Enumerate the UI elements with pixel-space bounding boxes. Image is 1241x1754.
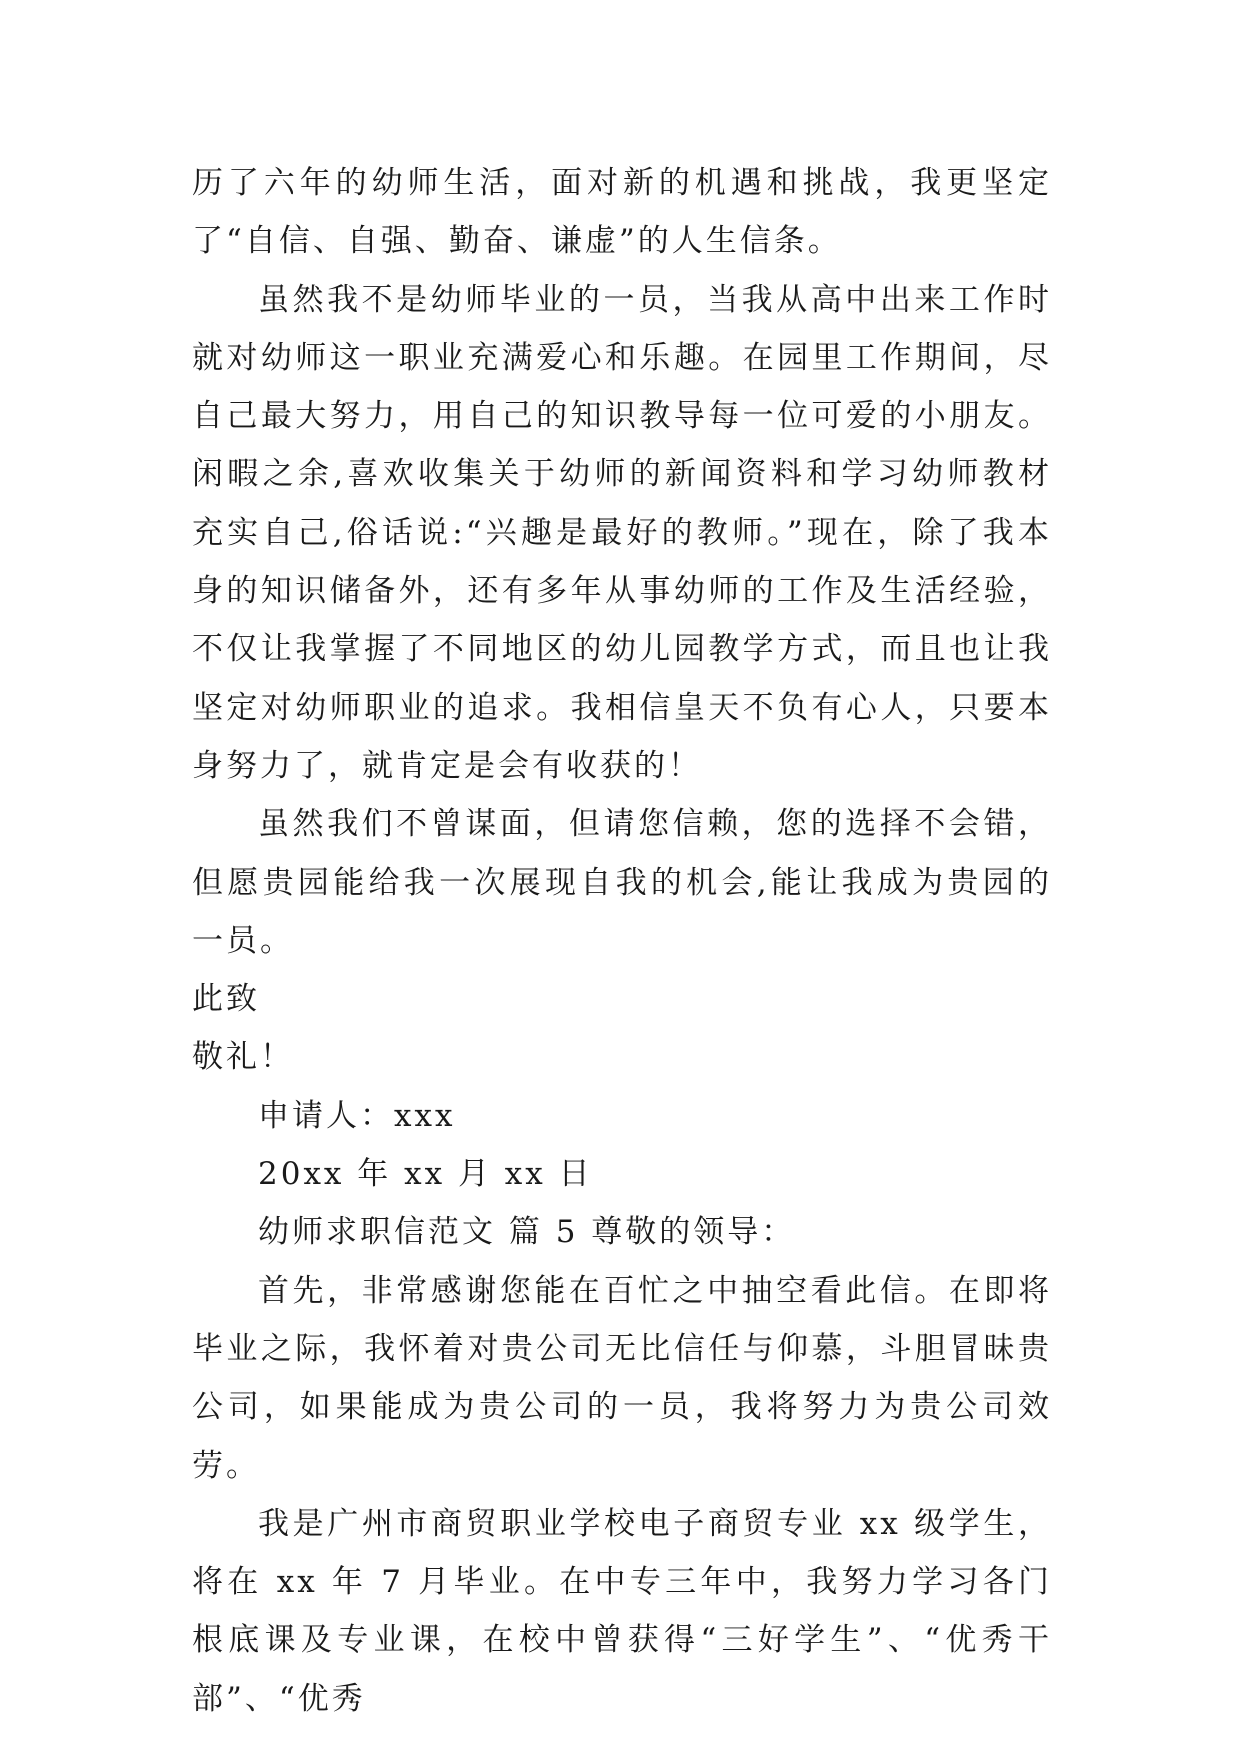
closing-salutation: 此致 [192, 981, 260, 1018]
paragraph-4: 首先，非常感谢您能在百忙之中抽空看此信。在即将毕业之际，我怀着对贵公司无比信任与仰慕，斗胆冒昧贵公司，如果能成为贵公司的一员，我将努力为贵公司效劳。 [192, 1272, 1052, 1484]
document-body [192, 154, 1052, 1728]
paragraph-1: 历了六年的幼师生活，面对新的机遇和挑战，我更坚定了“自信、自强、勤奋、谦虚”的人生信条。 [192, 165, 1052, 260]
applicant-line: 申请人：xxx [258, 1097, 456, 1134]
paragraph-3: 虽然我们不曾谋面，但请您信赖，您的选择不会错，但愿贵园能给我一次展现自我的机会,能让我成为贵园的一员。 [192, 806, 1052, 959]
date-line: 20xx 年 xx 月 xx 日 [258, 1156, 593, 1193]
closing-regards: 敬礼！ [192, 1039, 294, 1076]
section-heading: 幼师求职信范文 篇 5 尊敬的领导： [258, 1214, 796, 1251]
paragraph-2: 虽然我不是幼师毕业的一员，当我从高中出来工作时就对幼师这一职业充满爱心和乐趣。在园里工作期间，尽自己最大努力，用自己的知识教导每一位可爱的小朋友。闲暇之余,喜欢收集关于幼师的新闻资料和学习幼师教材充实自己,俗话说:“兴趣是最好的教师。”现在，除了我本身的知识储备外，还有多年从事幼师的工作及生活经验，不仅让我掌握了不同地区的幼儿园教学方式，而且也让我坚定对幼师职业的追求。我相信皇天不负有心人，只要本身努力了，就肯定是会有收获的！ [192, 281, 1052, 784]
paragraph-5: 我是广州市商贸职业学校电子商贸专业 xx 级学生，将在 xx 年 7 月毕业。在中专三年中，我努力学习各门根底课及专业课，在校中曾获得“三好学生”、“优秀干部”、“优秀 [192, 1505, 1052, 1717]
